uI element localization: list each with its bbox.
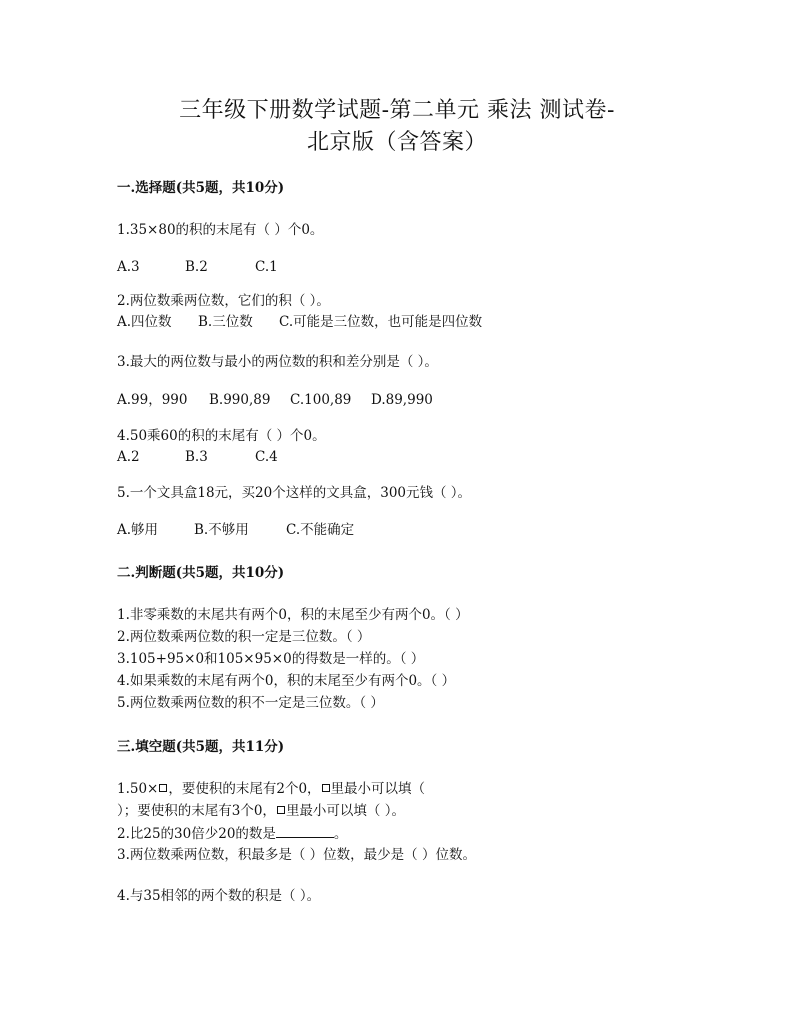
box-icon (159, 784, 167, 792)
option-c: C.1 (255, 259, 278, 275)
option-c: C.可能是三位数，也可能是四位数 (279, 314, 483, 330)
option-b: B.990,89 (209, 392, 271, 408)
question-1-5-options (117, 521, 354, 539)
question-1-3-options (117, 391, 433, 409)
option-b: B.不够用 (194, 522, 249, 538)
section-heading-choice: 一.选择题(共5题，共10分) (117, 180, 285, 196)
box-icon (277, 806, 285, 814)
question-1-4-options (117, 448, 278, 466)
fill-text: ，要使积的末尾有2个0， (168, 781, 321, 797)
judge-item-4: 4.如果乘数的末尾有两个0，积的末尾至少有两个0。（ ） (117, 673, 456, 689)
section-heading-fill: 三.填空题(共5题，共11分) (117, 739, 285, 755)
fill-text: 1.50× (117, 781, 159, 797)
page-title-line1: 三年级下册数学试题-第二单元 乘法 测试卷- (179, 98, 615, 123)
fill-text: 里最小可以填（ (330, 781, 426, 797)
judge-item-1: 1.非零乘数的末尾共有两个0，积的末尾至少有两个0。（ ） (117, 607, 469, 623)
option-b: B.2 (185, 259, 208, 275)
option-c: C.4 (255, 449, 278, 465)
option-a: A.2 (117, 449, 140, 465)
fill-item-1-line1 (117, 780, 425, 798)
fill-item-1-line2 (117, 802, 405, 820)
fill-text: 。 (333, 826, 348, 842)
option-c: C.100,89 (290, 392, 352, 408)
question-1-2-options (117, 313, 482, 331)
option-b: B.3 (185, 449, 208, 465)
fill-item-2 (117, 824, 347, 843)
option-b: B.三位数 (198, 314, 253, 330)
judge-item-5: 5.两位数乘两位数的积不一定是三位数。（ ） (117, 695, 384, 711)
answer-blank[interactable] (276, 824, 334, 838)
question-1-1: 1.35×80的积的末尾有（ ）个0。 (117, 222, 324, 238)
fill-item-4: 4.与35相邻的两个数的积是（ ）。 (117, 888, 321, 904)
option-a: A.够用 (117, 522, 159, 538)
question-1-4: 4.50乘60的积的末尾有（ ）个0。 (117, 428, 326, 444)
option-a: A.四位数 (117, 314, 172, 330)
fill-item-3: 3.两位数乘两位数，积最多是（ ）位数，最少是（ ）位数。 (117, 847, 476, 863)
fill-text: 2.比25的30倍少20的数是 (117, 826, 276, 842)
judge-item-2: 2.两位数乘两位数的积一定是三位数。（ ） (117, 629, 371, 645)
question-1-5: 5.一个文具盒18元，买20个这样的文具盒，300元钱（ ）。 (117, 485, 472, 501)
option-c: C.不能确定 (286, 522, 355, 538)
judge-item-3: 3.105+95×0和105×95×0的得数是一样的。（ ） (117, 651, 425, 667)
fill-text: 里最小可以填（ ）。 (285, 803, 405, 819)
question-1-2: 2.两位数乘两位数，它们的积（ ）。 (117, 293, 330, 309)
section-heading-judge: 二.判断题(共5题，共10分) (117, 565, 285, 581)
option-a: A.99，990 (117, 392, 188, 408)
question-1-3: 3.最大的两位数与最小的两位数的积和差分别是（ ）。 (117, 354, 438, 370)
box-icon (322, 784, 330, 792)
option-a: A.3 (117, 259, 140, 275)
option-d: D.89,990 (371, 392, 433, 408)
page-title-line2: 北京版（含答案） (306, 130, 487, 155)
question-1-1-options (117, 258, 278, 276)
fill-text: ）；要使积的末尾有3个0， (117, 803, 276, 819)
